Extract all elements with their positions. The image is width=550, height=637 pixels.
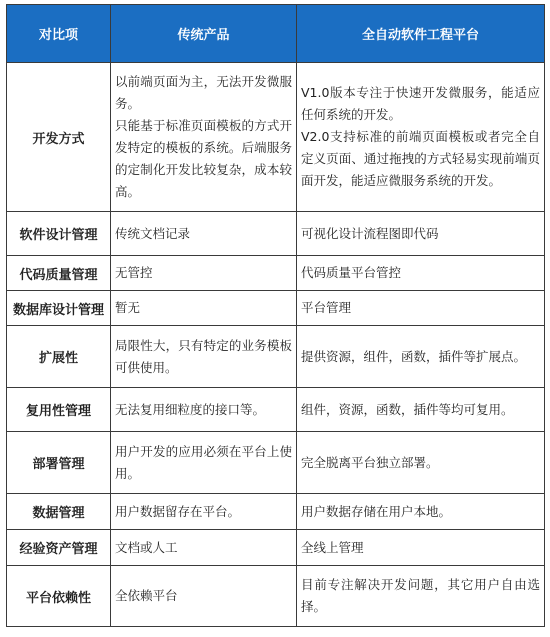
platform-cell: 用户数据存储在用户本地。 [297, 494, 545, 530]
row-label: 部署管理 [7, 432, 111, 494]
traditional-cell: 用户数据留存在平台。 [111, 494, 297, 530]
row-label: 平台依赖性 [7, 566, 111, 627]
platform-cell: 目前专注解决开发问题，其它用户自由选择。 [297, 566, 545, 627]
table-row [7, 432, 545, 494]
traditional-cell: 传统文档记录 [111, 212, 297, 256]
platform-cell: 提供资源，组件，函数，插件等扩展点。 [297, 326, 545, 388]
comparison-table [6, 4, 545, 627]
platform-cell [297, 63, 545, 212]
table-row [7, 212, 545, 256]
platform-cell: 全线上管理 [297, 530, 545, 566]
table-row [7, 388, 545, 432]
header-row [7, 5, 545, 63]
header-automated-platform: 全自动软件工程平台 [297, 5, 545, 63]
table-row [7, 256, 545, 291]
table-row [7, 326, 545, 388]
platform-cell: 组件，资源，函数，插件等均可复用。 [297, 388, 545, 432]
traditional-cell: 文档或人工 [111, 530, 297, 566]
table-row [7, 63, 545, 212]
traditional-cell: 无管控 [111, 256, 297, 291]
traditional-cell: 全依赖平台 [111, 566, 297, 627]
cell-paragraph: V1.0版本专注于快速开发微服务，能适应任何系统的开发。 [301, 85, 540, 122]
row-label: 代码质量管理 [7, 256, 111, 291]
table-row [7, 530, 545, 566]
traditional-cell: 局限性大，只有特定的业务模板可供使用。 [111, 326, 297, 388]
platform-cell: 平台管理 [297, 291, 545, 326]
cell-paragraph: 只能基于标准页面模板的方式开发特定的模板的系统。后端服务的定制化开发比较复杂，成本较高。 [115, 118, 292, 199]
row-label: 数据管理 [7, 494, 111, 530]
row-label: 开发方式 [7, 63, 111, 212]
platform-cell: 完全脱离平台独立部署。 [297, 432, 545, 494]
table-row [7, 291, 545, 326]
table-row [7, 494, 545, 530]
row-label: 复用性管理 [7, 388, 111, 432]
cell-paragraph: 以前端页面为主，无法开发微服务。 [115, 74, 292, 111]
traditional-cell: 用户开发的应用必须在平台上使用。 [111, 432, 297, 494]
row-label: 软件设计管理 [7, 212, 111, 256]
header-traditional-product: 传统产品 [111, 5, 297, 63]
row-label: 数据库设计管理 [7, 291, 111, 326]
platform-cell: 可视化设计流程图即代码 [297, 212, 545, 256]
traditional-cell: 暂无 [111, 291, 297, 326]
traditional-cell: 无法复用细粒度的接口等。 [111, 388, 297, 432]
table-row [7, 566, 545, 627]
header-comparison-item: 对比项 [7, 5, 111, 63]
platform-cell: 代码质量平台管控 [297, 256, 545, 291]
row-label: 经验资产管理 [7, 530, 111, 566]
row-label: 扩展性 [7, 326, 111, 388]
cell-paragraph: V2.0支持标准的前端页面模板或者完全自定义页面、通过拖拽的方式轻易实现前端页面开发，能适应微服务系统的开发。 [301, 129, 540, 188]
traditional-cell [111, 63, 297, 212]
